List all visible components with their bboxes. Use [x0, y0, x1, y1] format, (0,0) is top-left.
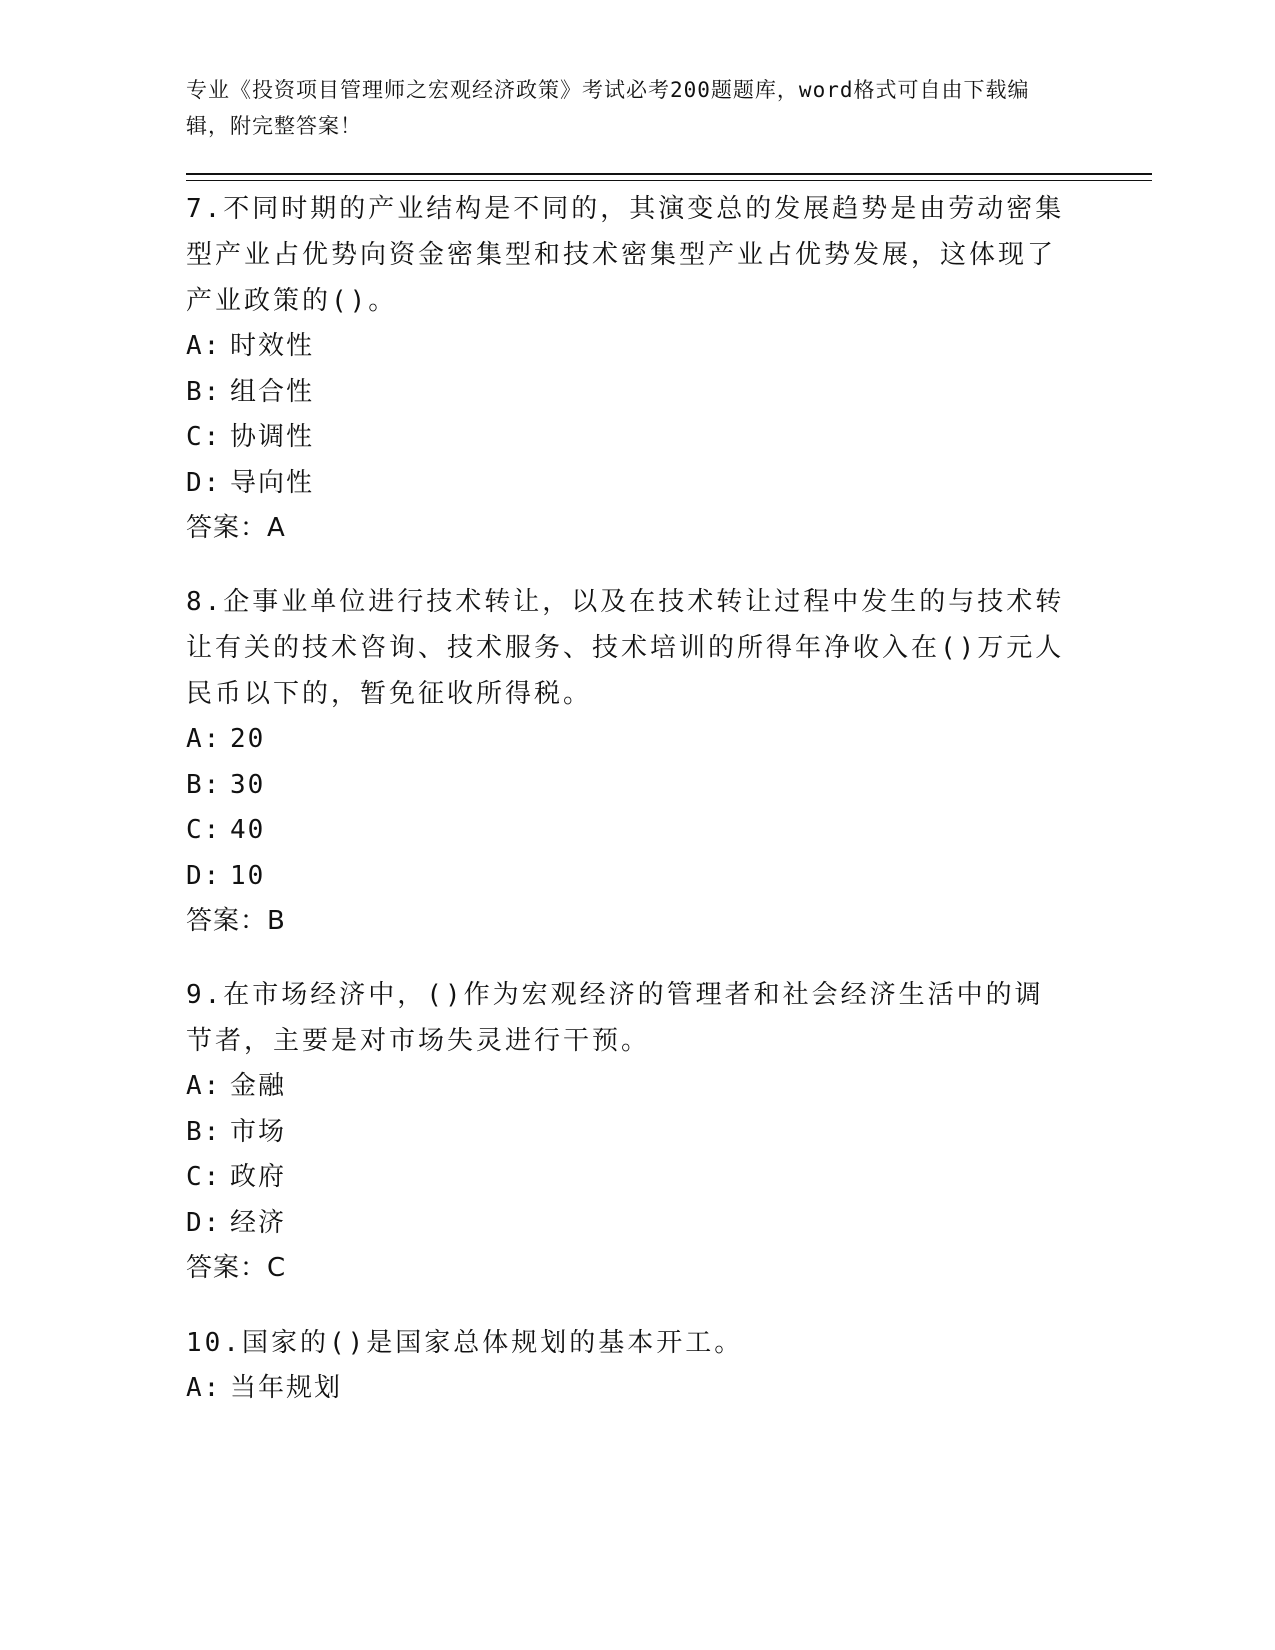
option-label: B:: [186, 376, 222, 407]
option-b: [186, 1110, 1066, 1156]
question-10: [186, 1320, 1066, 1412]
answer-text: 答案：B: [186, 906, 286, 936]
option-label: A:: [186, 1373, 222, 1403]
option-text: 时效性: [230, 331, 315, 361]
header-rule-thin: [186, 180, 1152, 181]
question-7: [186, 186, 1066, 551]
answer-text: 答案：A: [186, 513, 286, 543]
document-header: 专业《投资项目管理师之宏观经济政策》考试必考200题题库，word格式可自由下载编辑，附完整答案！: [186, 78, 1030, 138]
option-text: 20: [230, 724, 266, 754]
option-text: 经济: [230, 1207, 287, 1238]
option-label: C:: [186, 422, 222, 452]
option-label: C:: [186, 1162, 222, 1192]
option-d: [186, 1201, 1066, 1247]
header-rule-thick: [186, 173, 1152, 175]
option-text: 协调性: [230, 422, 315, 452]
answer-text: 答案：C: [186, 1253, 287, 1283]
option-c: [186, 808, 1066, 854]
option-text: 当年规划: [230, 1373, 343, 1403]
option-label: A:: [186, 1071, 222, 1101]
option-text: 导向性: [230, 467, 315, 498]
option-d: [186, 461, 1066, 507]
option-label: D:: [186, 1207, 222, 1238]
option-b: [186, 370, 1066, 416]
question-text: 10.国家的()是国家总体规划的基本开工。: [186, 1328, 744, 1358]
option-label: B:: [186, 769, 222, 800]
question-8: [186, 579, 1066, 944]
option-text: 政府: [230, 1162, 287, 1192]
option-label: A:: [186, 724, 222, 754]
option-d: [186, 854, 1066, 900]
option-a: [186, 1366, 1066, 1412]
option-label: B:: [186, 1116, 222, 1147]
option-text: 30: [230, 769, 266, 800]
option-label: D:: [186, 467, 222, 498]
option-label: D:: [186, 860, 222, 891]
option-a: [186, 1064, 1066, 1110]
option-label: C:: [186, 815, 222, 845]
option-text: 金融: [230, 1071, 287, 1101]
question-text: 8.企事业单位进行技术转让，以及在技术转让过程中发生的与技术转让有关的技术咨询、技术服务、技术培训的所得年净收入在()万元人民币以下的，暂免征收所得税。: [186, 587, 1065, 709]
question-text: 7.不同时期的产业结构是不同的，其演变总的发展趋势是由劳动密集型产业占优势向资金密集型和技术密集型产业占优势发展，这体现了产业政策的()。: [186, 194, 1065, 316]
option-label: A:: [186, 331, 222, 361]
option-text: 10: [230, 860, 266, 891]
option-c: [186, 415, 1066, 461]
option-text: 40: [230, 815, 266, 845]
option-c: [186, 1155, 1066, 1201]
question-9: [186, 972, 1066, 1291]
option-a: [186, 717, 1066, 763]
option-a: [186, 324, 1066, 370]
question-text: 9.在市场经济中，()作为宏观经济的管理者和社会经济生活中的调节者，主要是对市场失灵进行干预。: [186, 980, 1044, 1056]
option-text: 市场: [230, 1116, 287, 1147]
option-b: [186, 763, 1066, 809]
option-text: 组合性: [230, 376, 315, 407]
